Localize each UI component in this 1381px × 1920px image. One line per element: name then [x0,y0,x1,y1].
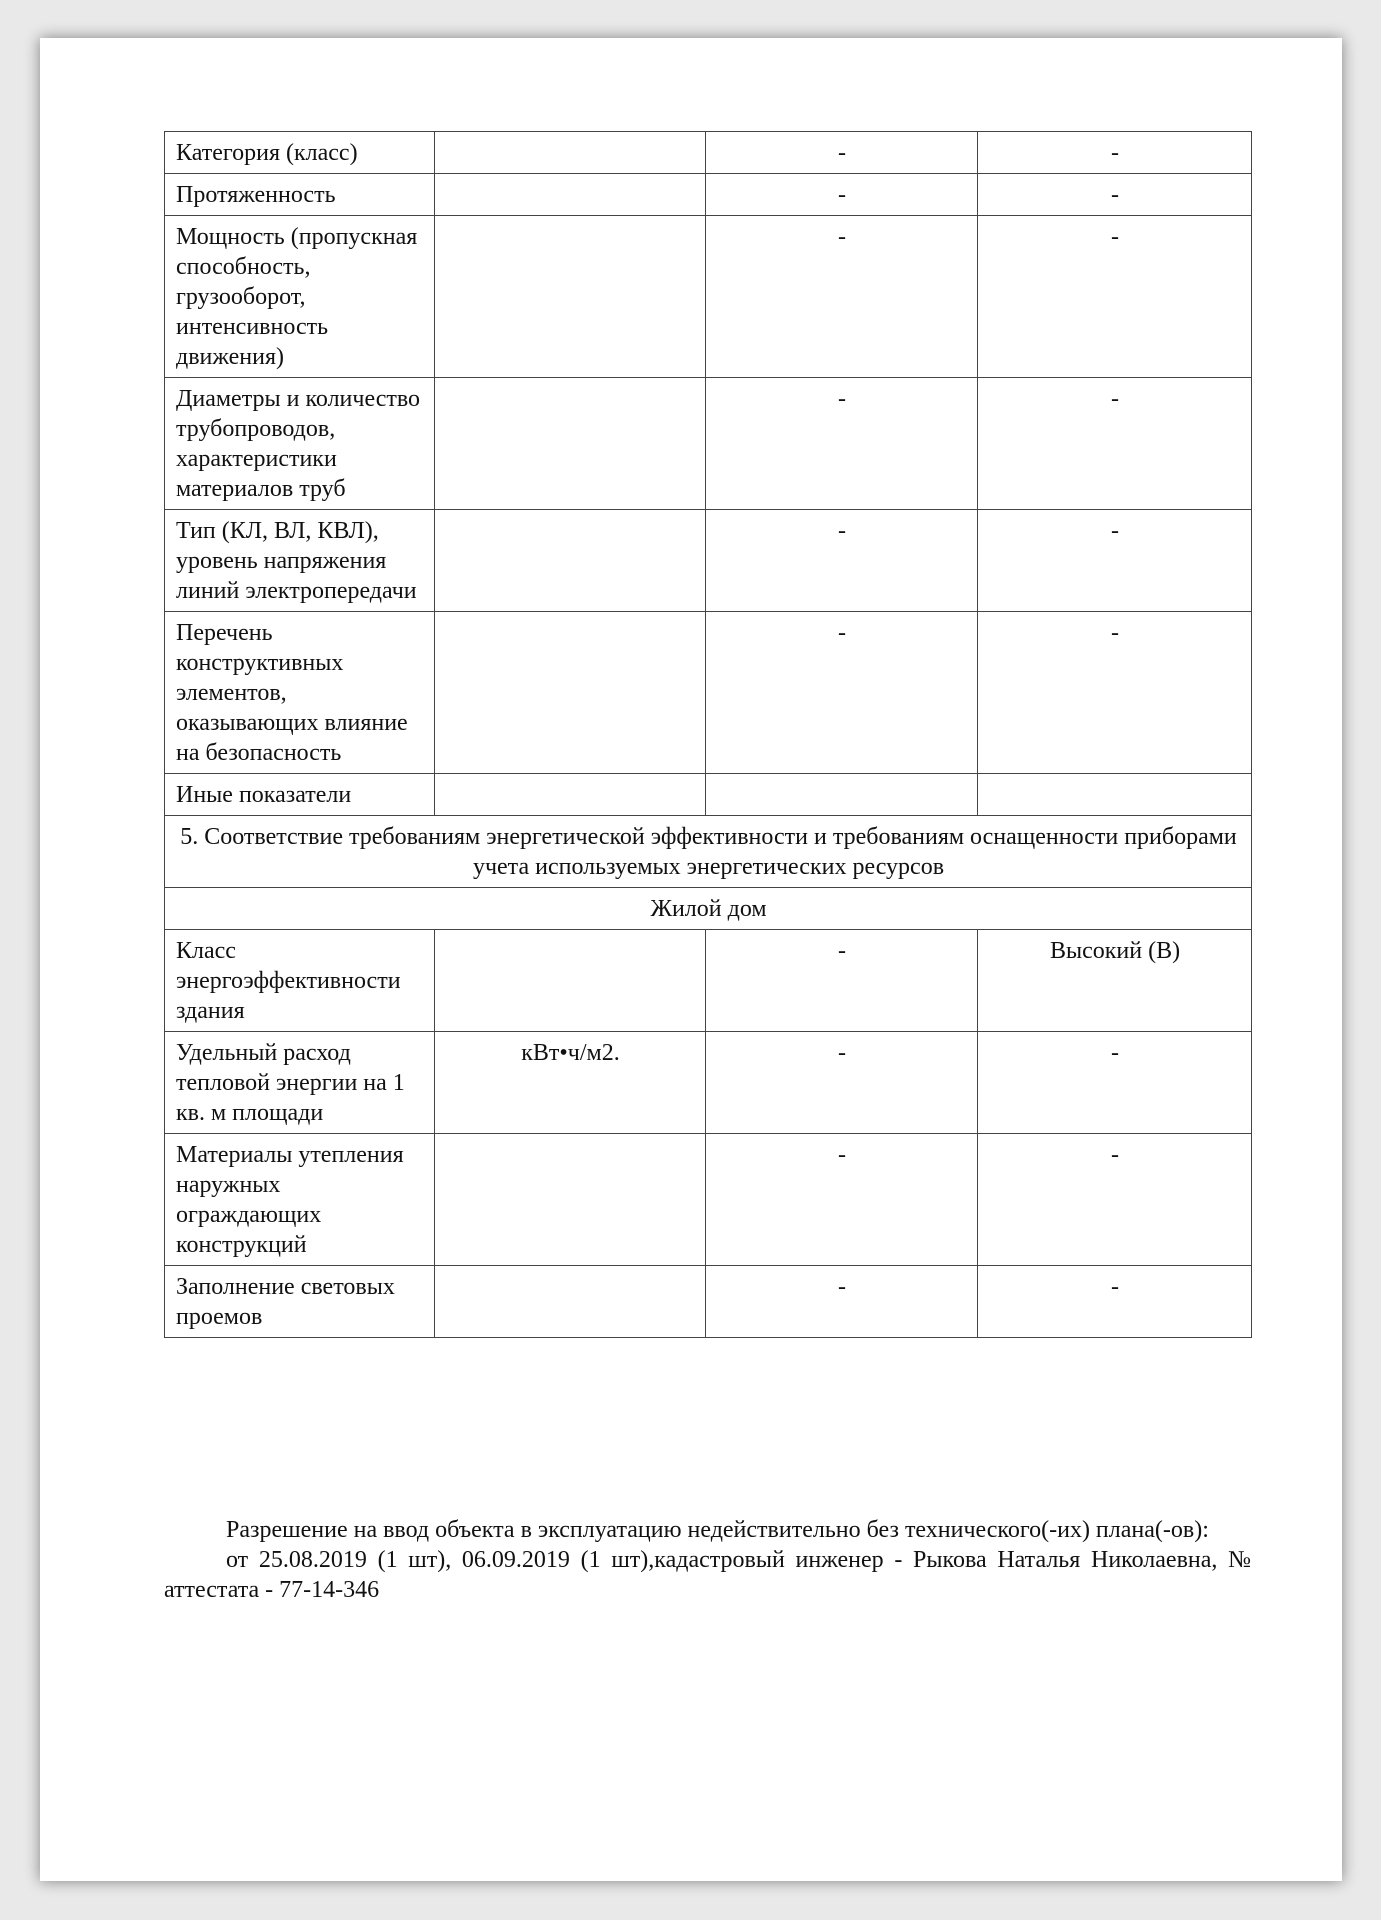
row-value-design [706,774,978,816]
row-value-design: - [706,612,978,774]
table-row [165,930,1252,1032]
row-value-design: - [706,1134,978,1266]
row-unit [435,612,706,774]
row-label: Мощность (пропускная способность, грузооборот, интенсивность движения) [165,216,435,378]
table-row [165,1266,1252,1338]
table-row [165,774,1252,816]
row-value-actual [978,774,1252,816]
row-value-actual: - [978,378,1252,510]
row-unit [435,174,706,216]
section-title: 5. Соответствие требованиям энергетической эффективности и требованиям оснащенности приборами учета используемых энергетических ресурсов [165,816,1252,888]
row-value-actual: - [978,174,1252,216]
table-row [165,378,1252,510]
row-value-design: - [706,510,978,612]
technical-plan-paragraph: от 25.08.2019 (1 шт), 06.09.2019 (1 шт),кадастровый инженер - Рыкова Наталья Николаевна, № аттестата - 77-14-346 [164,1547,1251,1603]
subheader: Жилой дом [165,888,1252,930]
row-unit [435,774,706,816]
table-row [165,612,1252,774]
table-row [165,1134,1252,1266]
row-value-actual: Высокий (В) [978,930,1252,1032]
row-value-design: - [706,1032,978,1134]
row-label: Перечень конструктивных элементов, оказывающих влияние на безопасность [165,612,435,774]
table-row [165,132,1252,174]
row-value-actual: - [978,612,1252,774]
row-unit: кВт•ч/м2. [435,1032,706,1134]
row-unit [435,930,706,1032]
row-label: Материалы утепления наружных ограждающих конструкций [165,1134,435,1266]
section-row [165,816,1252,888]
row-value-design: - [706,132,978,174]
permit-paragraph: Разрешение на ввод объекта в эксплуатацию недействительно без технического(-их) плана(-ов): [226,1517,1209,1543]
row-value-design: - [706,930,978,1032]
subheader-row [165,888,1252,930]
row-value-actual: - [978,132,1252,174]
row-value-actual: - [978,1134,1252,1266]
row-unit [435,132,706,174]
row-value-actual: - [978,1032,1252,1134]
row-value-actual: - [978,216,1252,378]
row-label: Иные показатели [165,774,435,816]
row-unit [435,1266,706,1338]
table-row [165,1032,1252,1134]
row-label: Категория (класс) [165,132,435,174]
row-label: Диаметры и количество трубопроводов, характеристики материалов труб [165,378,435,510]
row-label: Удельный расход тепловой энергии на 1 кв. м площади [165,1032,435,1134]
row-value-actual: - [978,1266,1252,1338]
row-unit [435,378,706,510]
table-row [165,510,1252,612]
row-value-design: - [706,378,978,510]
row-value-design: - [706,174,978,216]
row-unit [435,1134,706,1266]
row-value-design: - [706,1266,978,1338]
row-unit [435,510,706,612]
document-page [40,38,1342,1881]
table-row [165,174,1252,216]
row-value-actual: - [978,510,1252,612]
row-unit [435,216,706,378]
row-label: Класс энергоэффективности здания [165,930,435,1032]
row-label: Заполнение световых проемов [165,1266,435,1338]
table-row [165,216,1252,378]
closing-text [164,1515,1251,1605]
row-label: Протяженность [165,174,435,216]
row-value-design: - [706,216,978,378]
indicators-table [164,131,1252,1338]
row-label: Тип (КЛ, ВЛ, КВЛ), уровень напряжения линий электропередачи [165,510,435,612]
